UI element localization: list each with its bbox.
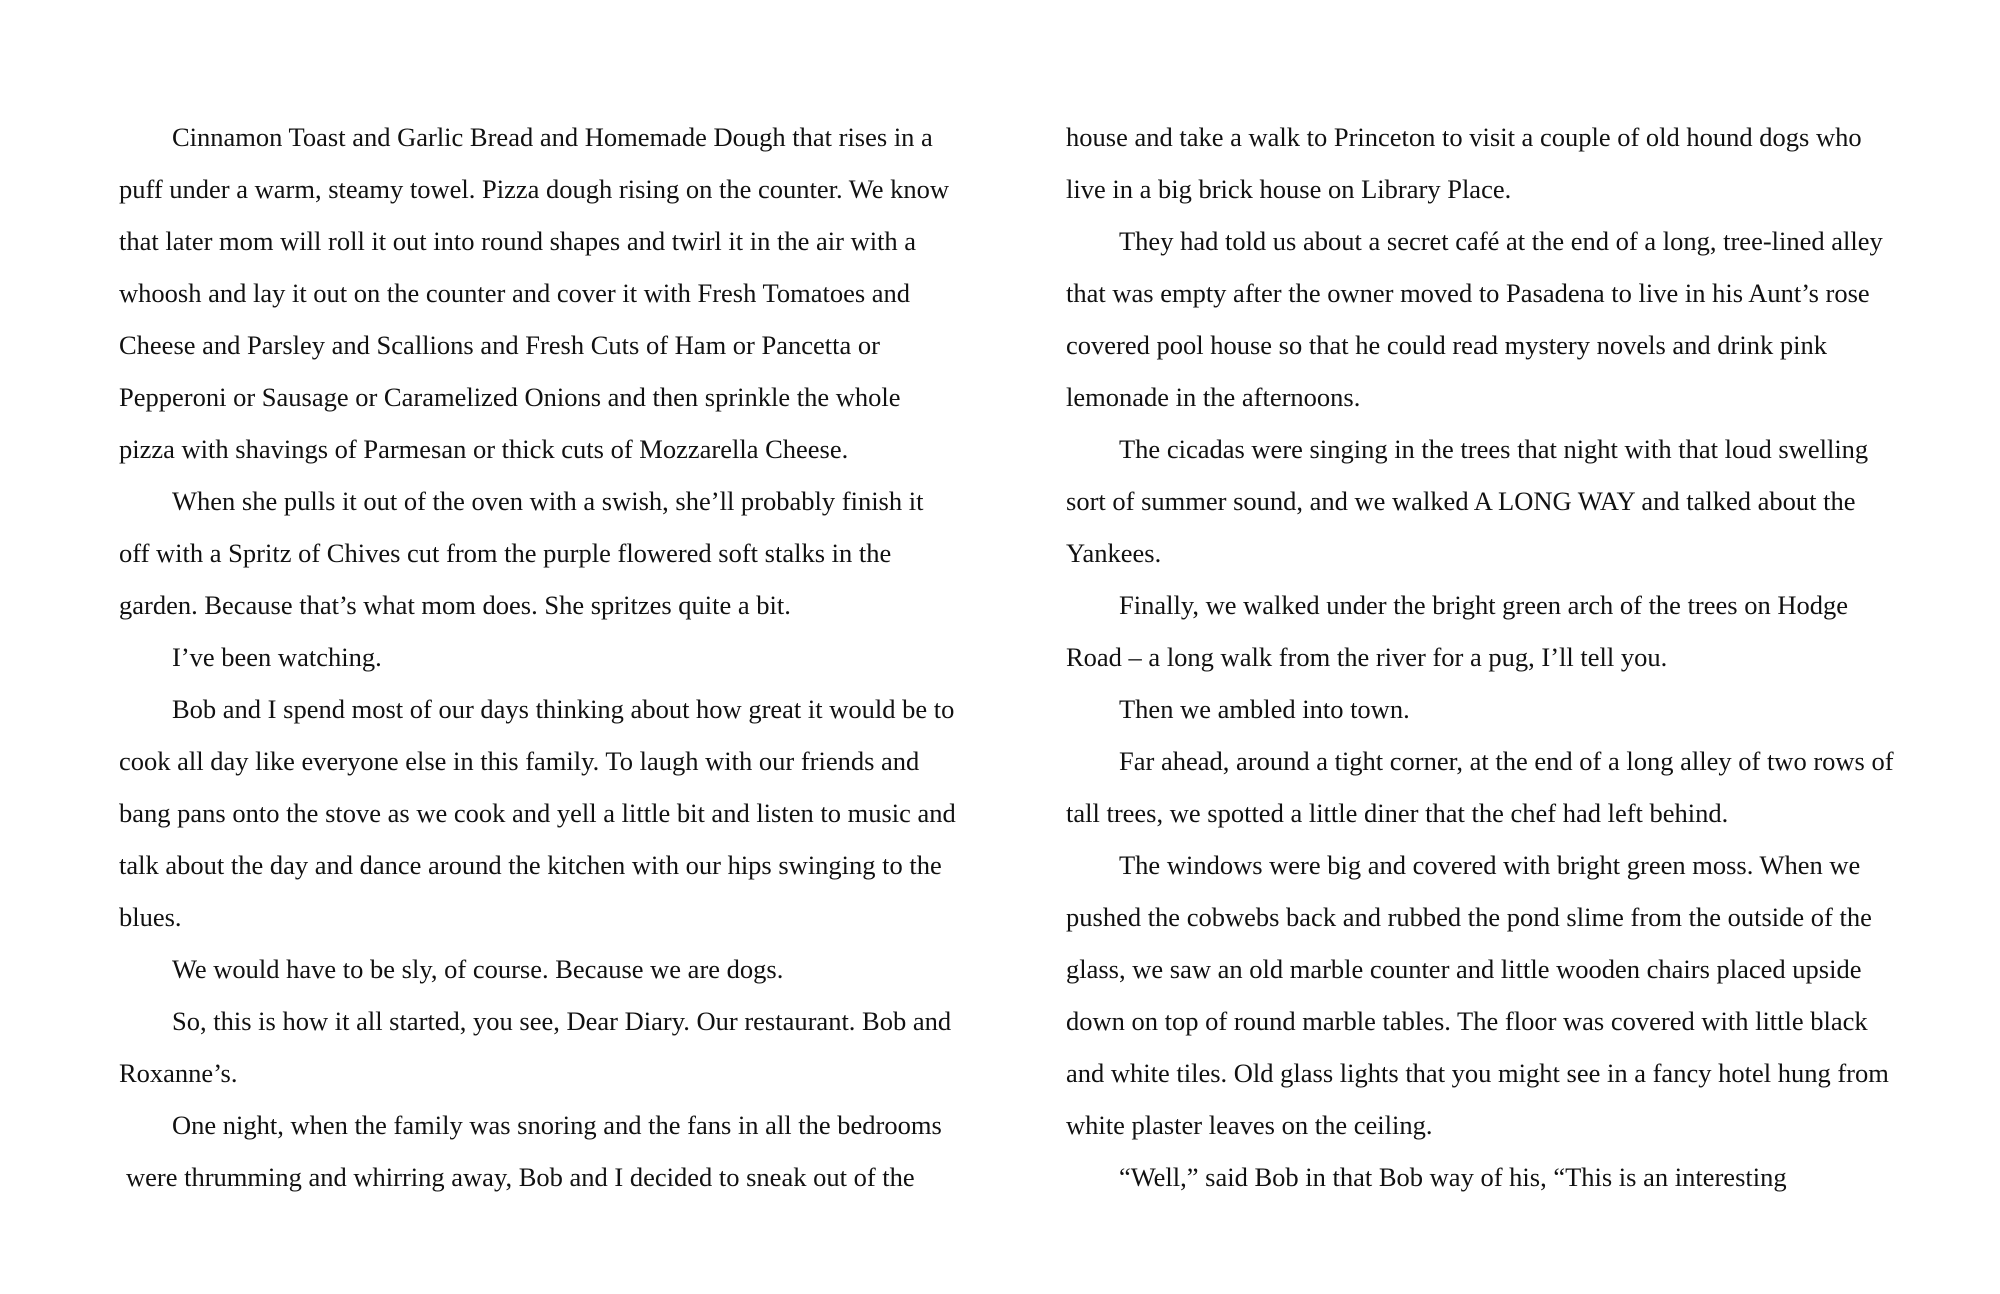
text-line: So, this is how it all started, you see, Dear Diary. Our restaurant. Bob and [172,1006,952,1036]
text-line: tall trees, we spotted a little diner that the chef had left behind. [1066,798,1729,828]
text-line: We would have to be sly, of course. Because we are dogs. [172,954,784,984]
text-line: that later mom will roll it out into round shapes and twirl it in the air with a [119,226,917,256]
text-line: Cheese and Parsley and Scallions and Fresh Cuts of Ham or Pancetta or [119,330,880,360]
right-page [1066,111,1908,1203]
text-line: Road – a long walk from the river for a pug, I’ll tell you. [1066,642,1668,672]
text-line: lemonade in the afternoons. [1066,382,1361,412]
text-line: off with a Spritz of Chives cut from the purple flowered soft stalks in the [119,538,892,568]
text-line: were thrumming and whirring away, Bob and I decided to sneak out of the [126,1162,915,1192]
text-line: glass, we saw an old marble counter and little wooden chairs placed upside [1066,954,1862,984]
text-line: Finally, we walked under the bright green arch of the trees on Hodge [1119,590,1848,620]
text-line: Far ahead, around a tight corner, at the end of a long alley of two rows of [1119,746,1894,776]
text-line: puff under a warm, steamy towel. Pizza dough rising on the counter. We know [119,174,949,204]
text-line: One night, when the family was snoring and the fans in all the bedrooms [172,1110,942,1140]
text-line: blues. [119,902,182,932]
text-line: Pepperoni or Sausage or Caramelized Onions and then sprinkle the whole [119,382,901,412]
text-line: Then we ambled into town. [1119,694,1410,724]
text-line: sort of summer sound, and we walked A LONG WAY and talked about the [1066,486,1856,516]
text-line: The windows were big and covered with bright green moss. When we [1119,850,1861,880]
text-line: white plaster leaves on the ceiling. [1066,1110,1433,1140]
text-line: pizza with shavings of Parmesan or thick cuts of Mozzarella Cheese. [119,434,849,464]
text-line: They had told us about a secret café at the end of a long, tree-lined alley [1119,226,1883,256]
text-line: whoosh and lay it out on the counter and cover it with Fresh Tomatoes and [119,278,911,308]
text-line: I’ve been watching. [172,642,382,672]
left-page [119,111,959,1203]
text-line: cook all day like everyone else in this family. To laugh with our friends and [119,746,920,776]
text-line: that was empty after the owner moved to Pasadena to live in his Aunt’s rose [1066,278,1870,308]
text-line: covered pool house so that he could read mystery novels and drink pink [1066,330,1827,360]
text-line: Yankees. [1066,538,1162,568]
text-line: house and take a walk to Princeton to visit a couple of old hound dogs who [1066,122,1862,152]
text-line: pushed the cobwebs back and rubbed the pond slime from the outside of the [1066,902,1872,932]
text-line: Bob and I spend most of our days thinking about how great it would be to [172,694,955,724]
text-line: bang pans onto the stove as we cook and yell a little bit and listen to music and [119,798,956,828]
text-line: garden. Because that’s what mom does. She spritzes quite a bit. [119,590,791,620]
text-line: The cicadas were singing in the trees that night with that loud swelling [1119,434,1869,464]
text-line: Roxanne’s. [119,1058,238,1088]
text-line: Cinnamon Toast and Garlic Bread and Homemade Dough that rises in a [172,122,933,152]
text-line: live in a big brick house on Library Place. [1066,174,1512,204]
text-line: When she pulls it out of the oven with a swish, she’ll probably finish it [172,486,924,516]
text-line: “Well,” said Bob in that Bob way of his, “This is an interesting [1119,1162,1787,1192]
text-line: down on top of round marble tables. The floor was covered with little black [1066,1006,1868,1036]
text-line: and white tiles. Old glass lights that you might see in a fancy hotel hung from [1066,1058,1889,1088]
text-line: talk about the day and dance around the kitchen with our hips swinging to the [119,850,942,880]
